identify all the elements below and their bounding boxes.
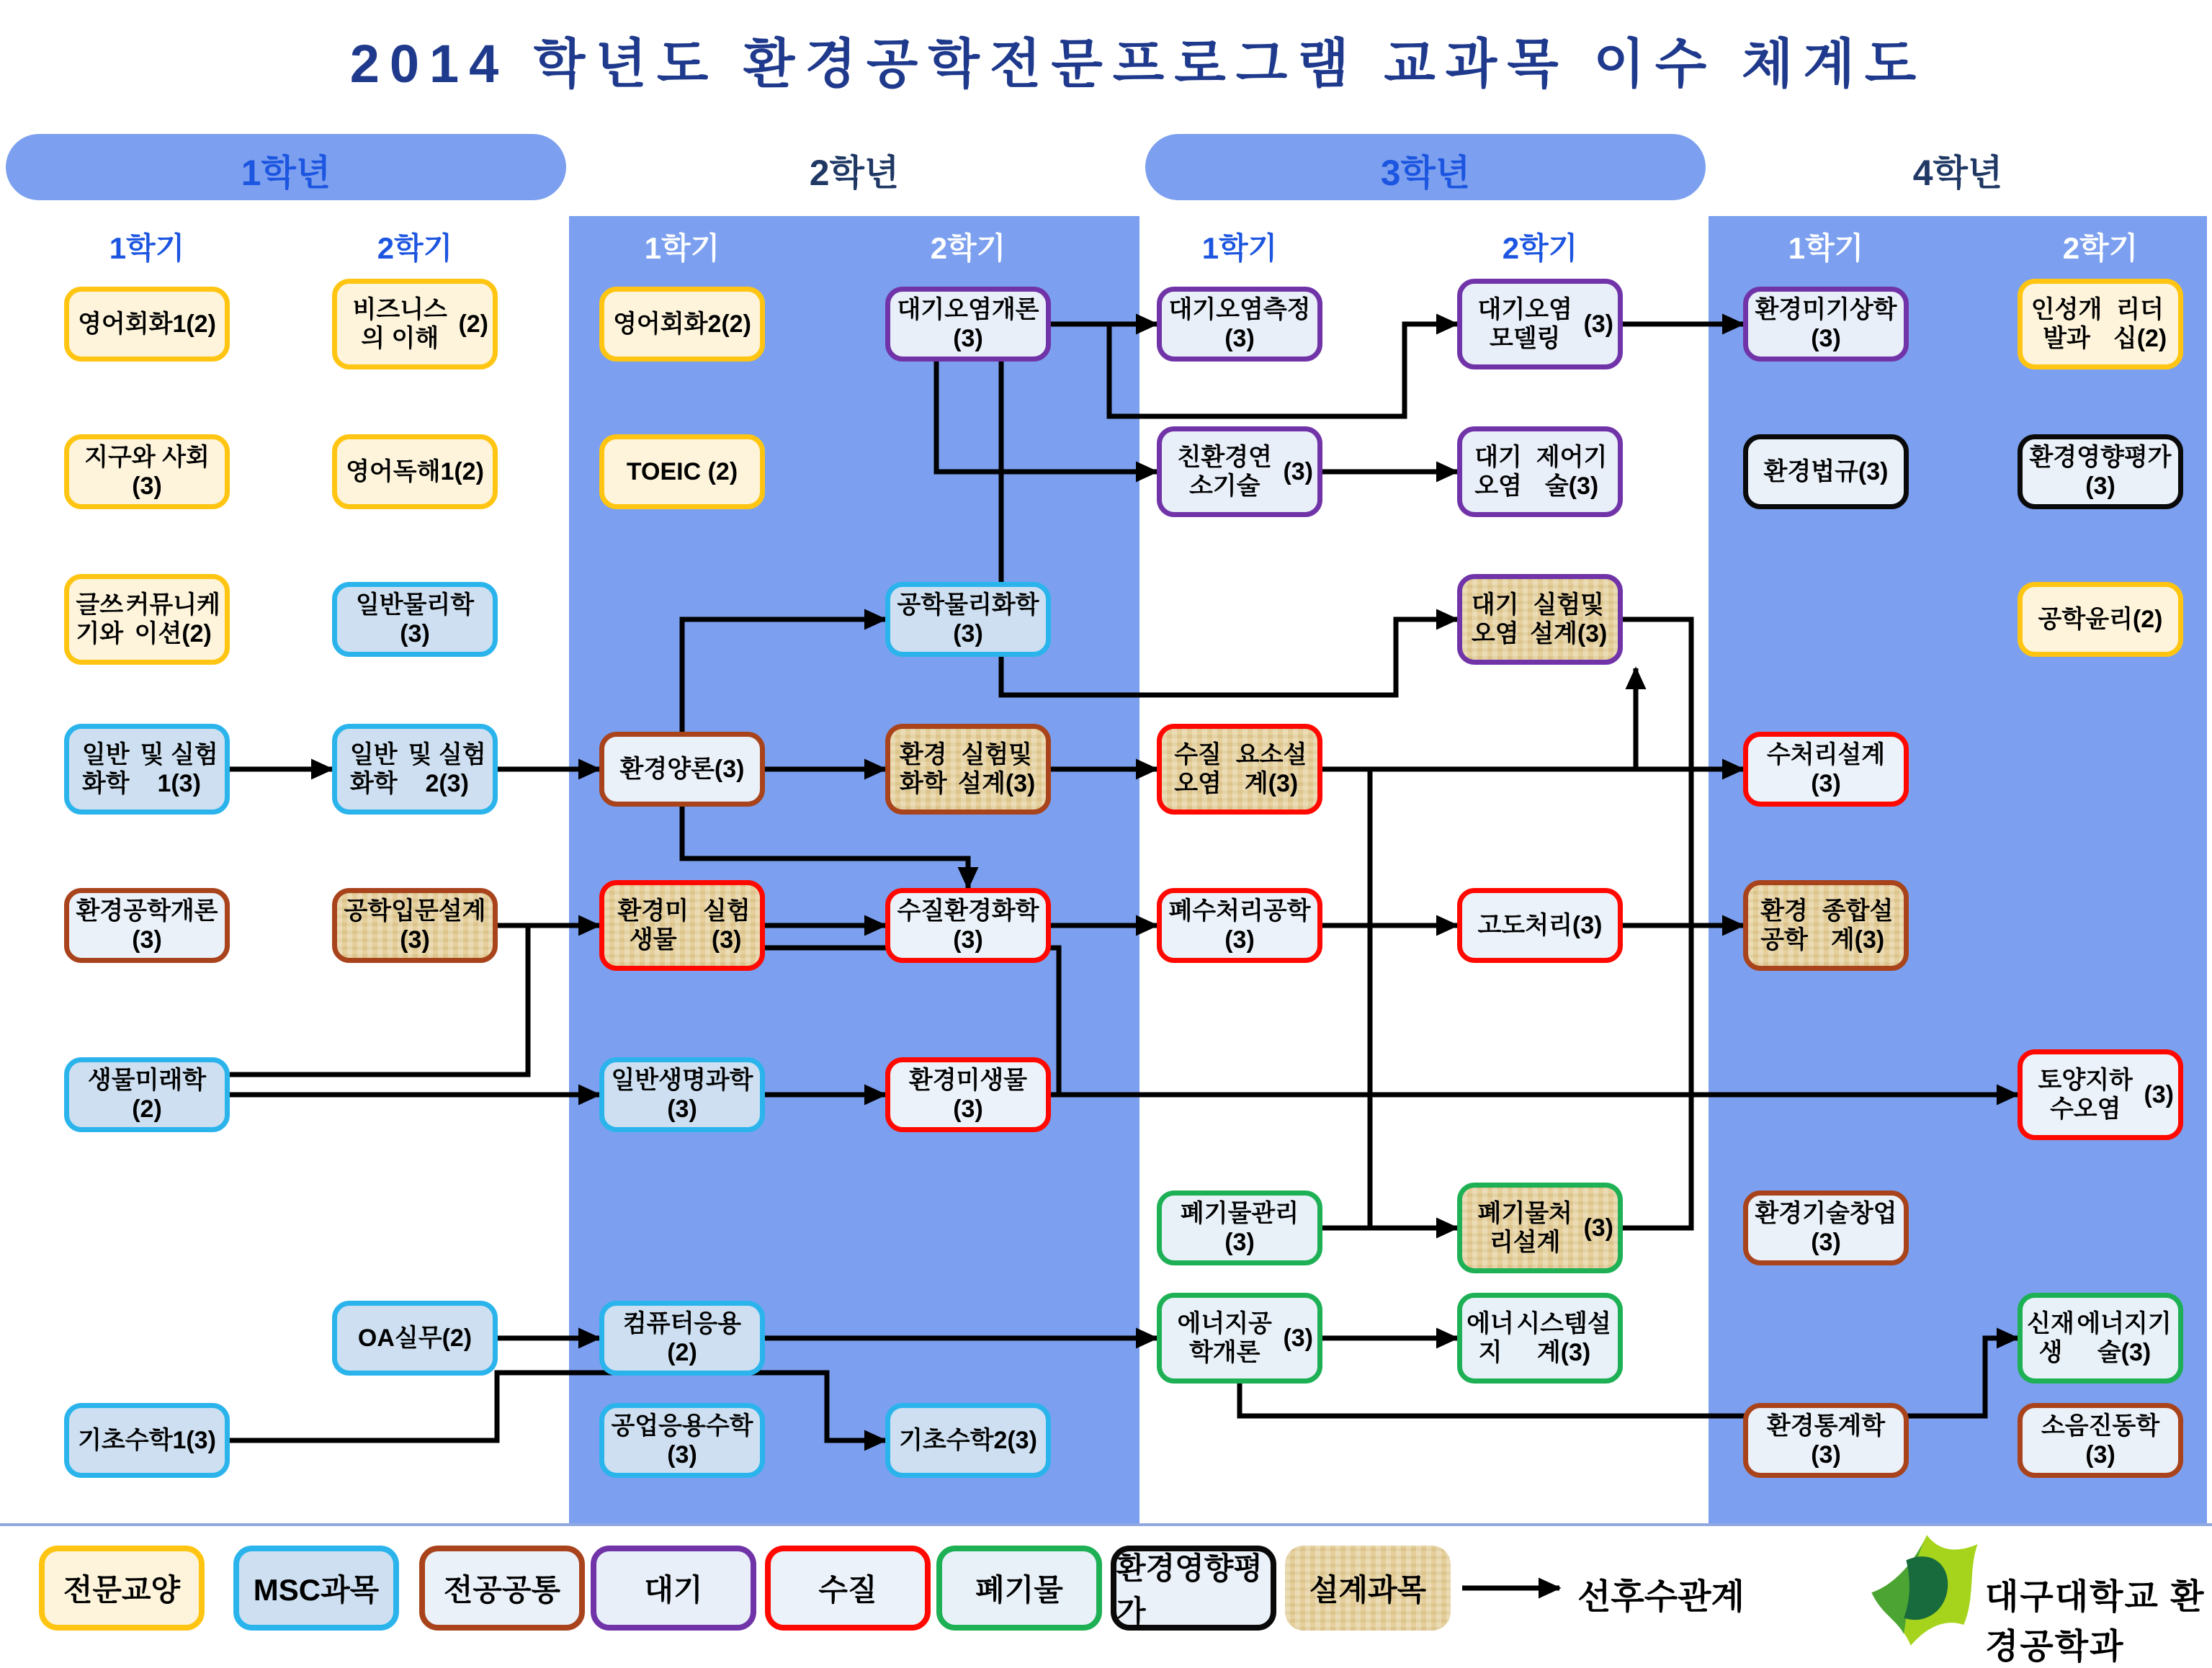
course-label: 에너지공학개론 bbox=[1177, 1309, 1272, 1366]
university-logo-text: 대구대학교 환경공학과 bbox=[1985, 1578, 2206, 1666]
course-label: 생물미래학(2) bbox=[87, 1066, 207, 1123]
course-label: 친환경연소기술 bbox=[1177, 443, 1272, 500]
course-eng-ethics bbox=[2018, 582, 2183, 657]
course-label: 일반물리학(3) bbox=[355, 591, 475, 647]
course-label: 실험및설계(3) bbox=[1530, 591, 1608, 647]
legend-item-liberal: 전문교양 bbox=[39, 1546, 205, 1631]
course-label: 고도처리(3) bbox=[1477, 911, 1603, 939]
course-label: 영어회화2(2) bbox=[613, 310, 751, 338]
course-label: 수질환경화학(3) bbox=[897, 897, 1039, 954]
course-intro-env-engineering bbox=[64, 888, 230, 963]
course-label: 일반화학 bbox=[81, 740, 130, 797]
course-waste-management bbox=[1157, 1191, 1322, 1265]
edge-30 bbox=[1240, 1338, 2018, 1416]
course-earth-and-society bbox=[64, 434, 230, 509]
course-label: 공업응용수학(3) bbox=[611, 1412, 753, 1469]
course-label: 폐기물관리(3) bbox=[1180, 1199, 1299, 1256]
course-label: 제어기술(3) bbox=[1536, 443, 1608, 500]
course-label: 비즈니스의 이해 bbox=[352, 295, 447, 352]
semester-label: 2학기 bbox=[2062, 231, 2139, 265]
course-env-chem-lab-design bbox=[885, 724, 1051, 815]
course-label: 실험및설계(3) bbox=[958, 740, 1036, 797]
course-label: 토양지하수오염 bbox=[2038, 1066, 2133, 1123]
course-label: (3) bbox=[1583, 1214, 1613, 1242]
course-label: 신재생 bbox=[2027, 1309, 2074, 1366]
course-label: 환경공학개론(3) bbox=[76, 897, 218, 954]
course-air-pollution-control bbox=[1457, 426, 1623, 517]
course-label: 영어회화1(2) bbox=[78, 310, 216, 338]
course-label: 환경공학 bbox=[1760, 897, 1808, 954]
course-label: 일반화학 bbox=[349, 740, 398, 797]
course-env-stoichiometry bbox=[599, 732, 765, 807]
semester-label: 1학기 bbox=[644, 231, 720, 265]
course-label: 요소설계(3) bbox=[1235, 740, 1307, 797]
course-label: 대기오염모델링 bbox=[1477, 295, 1572, 352]
course-label: 수처리설계(3) bbox=[1766, 740, 1886, 797]
legend-item-msc: MSC과목 bbox=[233, 1546, 399, 1631]
course-water-env-chemistry bbox=[885, 888, 1051, 963]
course-label: 폐기물처리설계 bbox=[1477, 1199, 1572, 1256]
course-label: TOEIC (2) bbox=[626, 457, 738, 485]
course-label: 대기오염 bbox=[1474, 443, 1522, 500]
course-label: 기초수학1(3) bbox=[78, 1426, 216, 1454]
course-eng-conversation-2 bbox=[599, 287, 765, 362]
page-title: 2014 학년도 환경공학전문프로그램 교과목 이수 체계도 bbox=[349, 34, 1927, 94]
edge-24 bbox=[1001, 362, 1457, 695]
legend-item-major: 전공공통 bbox=[419, 1546, 585, 1631]
course-label: 대기오염개론(3) bbox=[897, 295, 1039, 352]
course-industrial-applied-math bbox=[599, 1403, 765, 1478]
course-label: 에너지 bbox=[1467, 1309, 1514, 1366]
course-eco-combustion-tech bbox=[1157, 426, 1322, 517]
legend-item-eia: 환경영향평가 bbox=[1111, 1546, 1276, 1631]
course-gen-chemistry-lab-1 bbox=[64, 724, 230, 815]
course-label: (2) bbox=[458, 310, 488, 338]
course-label: 영어독해1(2) bbox=[346, 457, 484, 485]
course-label: 기초수학2(3) bbox=[899, 1426, 1037, 1454]
course-label: 환경미생물(3) bbox=[908, 1066, 1028, 1123]
course-air-pollution-lab-design bbox=[1457, 574, 1623, 665]
course-label: 공학윤리(2) bbox=[2038, 605, 2163, 633]
course-label: 환경화학 bbox=[899, 740, 947, 797]
course-toeic bbox=[599, 434, 765, 509]
course-env-microbiology bbox=[885, 1057, 1051, 1132]
course-label: (3) bbox=[1283, 457, 1313, 485]
course-gen-physics bbox=[332, 582, 498, 657]
course-oa-practice bbox=[332, 1301, 498, 1376]
course-label: 수질오염 bbox=[1174, 740, 1222, 797]
course-label: 소음진동학(3) bbox=[2041, 1412, 2160, 1469]
course-label: 환경미생물 bbox=[617, 897, 689, 954]
course-label: 공학입문설계(3) bbox=[344, 897, 486, 954]
course-env-micrometeorology bbox=[1743, 287, 1909, 362]
course-intro-energy-eng bbox=[1157, 1293, 1322, 1384]
course-label: 및 실험1(3) bbox=[140, 740, 218, 797]
course-label: 환경기술창업(3) bbox=[1755, 1199, 1897, 1256]
semester-label: 1학기 bbox=[1788, 231, 1864, 265]
course-wastewater-treatment-eng bbox=[1157, 888, 1322, 963]
course-label: 일반생명과학(3) bbox=[611, 1066, 753, 1123]
course-label: (3) bbox=[1283, 1324, 1313, 1352]
course-personality-leadership bbox=[2018, 279, 2183, 369]
course-label: 폐수처리공학(3) bbox=[1168, 897, 1311, 954]
course-gen-chemistry-lab-2 bbox=[332, 724, 498, 815]
course-label: 및 실험2(3) bbox=[408, 740, 486, 797]
course-label: (3) bbox=[1583, 310, 1613, 338]
course-intro-air-pollution bbox=[885, 287, 1051, 362]
course-label: 대기오염측정(3) bbox=[1168, 295, 1311, 352]
course-label: 환경통계학(3) bbox=[1766, 1412, 1886, 1469]
course-label: 환경법규(3) bbox=[1763, 457, 1889, 485]
course-label: 종합설계(3) bbox=[1822, 897, 1894, 954]
year-label: 2학년 bbox=[809, 153, 900, 193]
legend-item-waste: 폐기물 bbox=[936, 1546, 1102, 1631]
edge-2 bbox=[682, 619, 885, 732]
course-label: 실험(3) bbox=[702, 897, 751, 954]
course-env-statistics bbox=[1743, 1403, 1909, 1478]
course-eng-reading-1 bbox=[332, 434, 498, 509]
course-label: 시스템설계(3) bbox=[1516, 1309, 1611, 1366]
edge-31 bbox=[230, 1373, 885, 1440]
legend-relation-label: 선후수관계 bbox=[1577, 1578, 1745, 1616]
course-air-pollution-measurement bbox=[1157, 287, 1322, 362]
course-label: 공학물리화학(3) bbox=[897, 591, 1039, 647]
course-env-eng-capstone-design bbox=[1743, 880, 1909, 971]
course-basic-math-2 bbox=[885, 1403, 1051, 1478]
course-label: 커뮤니케이션(2) bbox=[125, 591, 220, 647]
course-basic-math-1 bbox=[64, 1403, 230, 1478]
course-label: 대기오염 bbox=[1471, 591, 1519, 647]
year-label: 3학년 bbox=[1380, 153, 1471, 193]
course-noise-vibration bbox=[2018, 1403, 2183, 1478]
course-label: 환경영향평가(3) bbox=[2029, 443, 2172, 500]
course-label: 리더십(2) bbox=[2113, 295, 2167, 352]
semester-label: 2학기 bbox=[377, 231, 453, 265]
semester-label: 2학기 bbox=[1502, 231, 1578, 265]
course-env-law bbox=[1743, 434, 1909, 509]
semester-label: 2학기 bbox=[930, 231, 1006, 265]
course-label: 지구와 사회(3) bbox=[84, 443, 210, 500]
year-label: 1학년 bbox=[241, 153, 331, 193]
university-logo-icon bbox=[1867, 1533, 1982, 1648]
course-label: OA실무(2) bbox=[357, 1324, 473, 1352]
course-soil-groundwater-pollution bbox=[2018, 1049, 2183, 1140]
course-env-impact-assessment bbox=[2018, 434, 2183, 509]
course-label: 에너지기술(3) bbox=[2077, 1309, 2172, 1366]
course-energy-system-design bbox=[1457, 1293, 1623, 1384]
course-writing-communication bbox=[64, 574, 230, 665]
course-computer-application bbox=[599, 1301, 765, 1376]
course-bio-future bbox=[64, 1057, 230, 1132]
course-waste-treatment-design bbox=[1457, 1183, 1623, 1273]
legend-item-design: 설계과목 bbox=[1285, 1546, 1451, 1631]
semester-label: 1학기 bbox=[1201, 231, 1278, 265]
course-eng-conversation-1 bbox=[64, 287, 230, 362]
course-label: 환경미기상학(3) bbox=[1755, 295, 1897, 352]
course-env-microbio-lab bbox=[599, 880, 765, 971]
course-label: 환경양론(3) bbox=[619, 755, 745, 783]
semester-label: 1학기 bbox=[109, 231, 185, 265]
legend-item-air: 대기 bbox=[591, 1546, 756, 1631]
course-air-pollution-modeling bbox=[1457, 279, 1623, 369]
course-business-understanding bbox=[332, 279, 498, 369]
course-label: (3) bbox=[2144, 1080, 2174, 1108]
course-eng-physical-chemistry bbox=[885, 582, 1051, 657]
course-advanced-treatment bbox=[1457, 888, 1623, 963]
course-renewable-energy-tech bbox=[2018, 1293, 2183, 1384]
edge-4 bbox=[682, 807, 968, 888]
course-label: 컴퓨터응용(2) bbox=[622, 1309, 742, 1366]
course-env-tech-startup bbox=[1743, 1191, 1909, 1265]
course-intro-eng-design bbox=[332, 888, 498, 963]
legend-item-water: 수질 bbox=[765, 1546, 931, 1631]
course-water-pollution-element-design bbox=[1157, 724, 1322, 815]
course-gen-life-science bbox=[599, 1057, 765, 1132]
course-water-treatment-design bbox=[1743, 732, 1909, 807]
course-label: 글쓰기와 bbox=[76, 591, 124, 647]
year-label: 4학년 bbox=[1912, 153, 2003, 193]
course-label: 인성개발과 bbox=[2030, 295, 2103, 352]
